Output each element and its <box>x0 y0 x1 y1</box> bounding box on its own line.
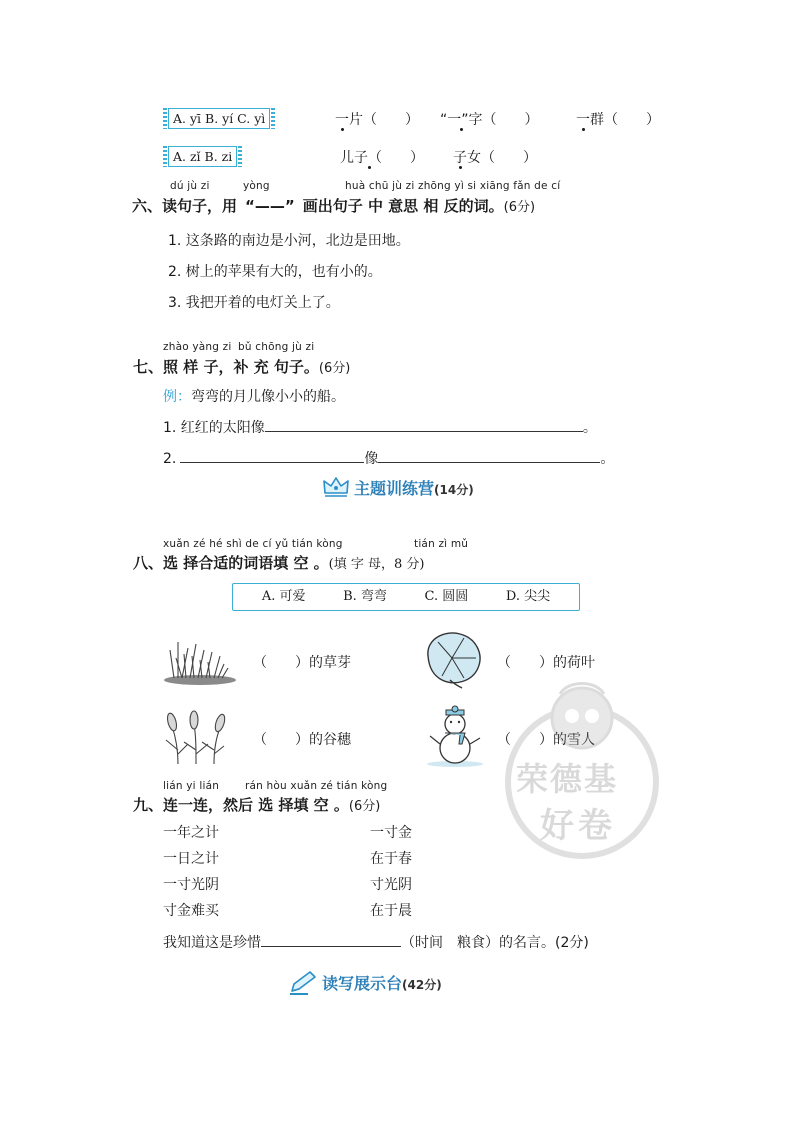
crown-icon <box>322 475 350 499</box>
pinyin-annotation: rán hòu xuǎn zé tián kòng <box>245 780 388 792</box>
question-item: 一片（ ） <box>335 112 419 128</box>
pinyin-annotation: lián yi lián <box>163 780 220 792</box>
right-phrase: 在于春 <box>370 851 412 867</box>
left-phrase: 一寸光阴 <box>163 877 219 893</box>
answer-blank[interactable] <box>265 417 583 432</box>
pinyin-options-zi: A. zǐ B. zi <box>168 146 237 167</box>
left-phrase: 寸金难买 <box>163 903 219 919</box>
pinyin-annotation: zhào yàng zi <box>163 341 232 353</box>
pinyin-annotation: bǔ chōng jù zi <box>238 341 315 353</box>
question-item: 儿子（ ） <box>340 150 424 166</box>
left-phrase: 一年之计 <box>163 825 219 841</box>
pinyin-annotation: dú jù zi <box>170 180 210 192</box>
emphasis-dot <box>460 128 463 131</box>
sentence: 2. 树上的苹果有大的，也有小的。 <box>168 264 382 280</box>
fill-item: （ ）的雪人 <box>497 732 595 748</box>
pinyin-options-yi: A. yī B. yí C. yì <box>168 108 270 129</box>
example-label: 例： <box>163 389 191 405</box>
watermark-stamp <box>498 672 666 862</box>
question-item: 一群（ ） <box>576 112 660 128</box>
grass-sprout-icon <box>162 636 238 686</box>
question-7-title: 七、照 样 子，补 充 句子。(6分) <box>133 358 351 376</box>
pinyin-annotation: xuǎn zé hé shì de cí yǔ tián kòng <box>163 538 343 550</box>
rice-ear-icon <box>162 710 228 766</box>
pinyin-annotation: tián zì mǔ <box>414 538 469 550</box>
example-line: 例：弯弯的月儿像小小的船。 <box>163 389 345 405</box>
pencil-icon <box>288 969 318 995</box>
question-item: 子女（ ） <box>453 150 537 166</box>
sentence: 3. 我把开着的电灯关上了。 <box>168 295 340 311</box>
question-8-title: 八、选 择合适的词语填 空 。(填 字 母，8 分) <box>133 554 425 572</box>
answer-blank[interactable] <box>261 932 401 947</box>
word-choices-box: A. 可爱 B. 弯弯 C. 圆圆 D. 尖尖 <box>232 583 580 611</box>
fill-sentence: 我知道这是珍惜 （时间 粮食）的名言。(2分) <box>163 932 589 952</box>
answer-blank[interactable] <box>378 448 600 463</box>
question-6-title: 六、读句子，用 “——” 画出句子 中 意思 相 反的词。(6分) <box>132 197 536 215</box>
emphasis-dot <box>341 128 344 131</box>
right-phrase: 寸光阴 <box>370 877 412 893</box>
question-9-title: 九、连一连，然后 选 择填 空 。(6分) <box>133 796 381 814</box>
pinyin-annotation: yòng <box>243 180 270 192</box>
watermark-text: 荣德基 <box>516 760 619 798</box>
section-banner-theme-training: 主题训练营(14分) <box>322 473 512 501</box>
emphasis-dot <box>582 128 585 131</box>
sentence: 1. 这条路的南边是小河，北边是田地。 <box>168 233 410 249</box>
lotus-leaf-icon <box>420 628 486 692</box>
fill-line-2: 2. 像 。 <box>163 448 614 468</box>
answer-blank[interactable] <box>180 448 364 463</box>
emphasis-dot <box>459 166 462 169</box>
section-banner-reading-writing: 读写展示台(42分) <box>288 967 488 997</box>
fill-line-1: 1. 红红的太阳像 。 <box>163 417 597 437</box>
right-phrase: 一寸金 <box>370 825 412 841</box>
question-item: “一”字（ ） <box>440 112 539 128</box>
snowman-icon <box>426 704 484 768</box>
left-phrase: 一日之计 <box>163 851 219 867</box>
emphasis-dot <box>368 166 371 169</box>
fill-item: （ ）的草芽 <box>253 655 351 671</box>
watermark-text: 好卷 <box>540 806 616 846</box>
fill-item: （ ）的谷穗 <box>253 732 351 748</box>
fill-item: （ ）的荷叶 <box>497 655 595 671</box>
right-phrase: 在于晨 <box>370 903 412 919</box>
pinyin-annotation: huà chū jù zi zhōng yì si xiāng fǎn de cí <box>345 180 561 192</box>
